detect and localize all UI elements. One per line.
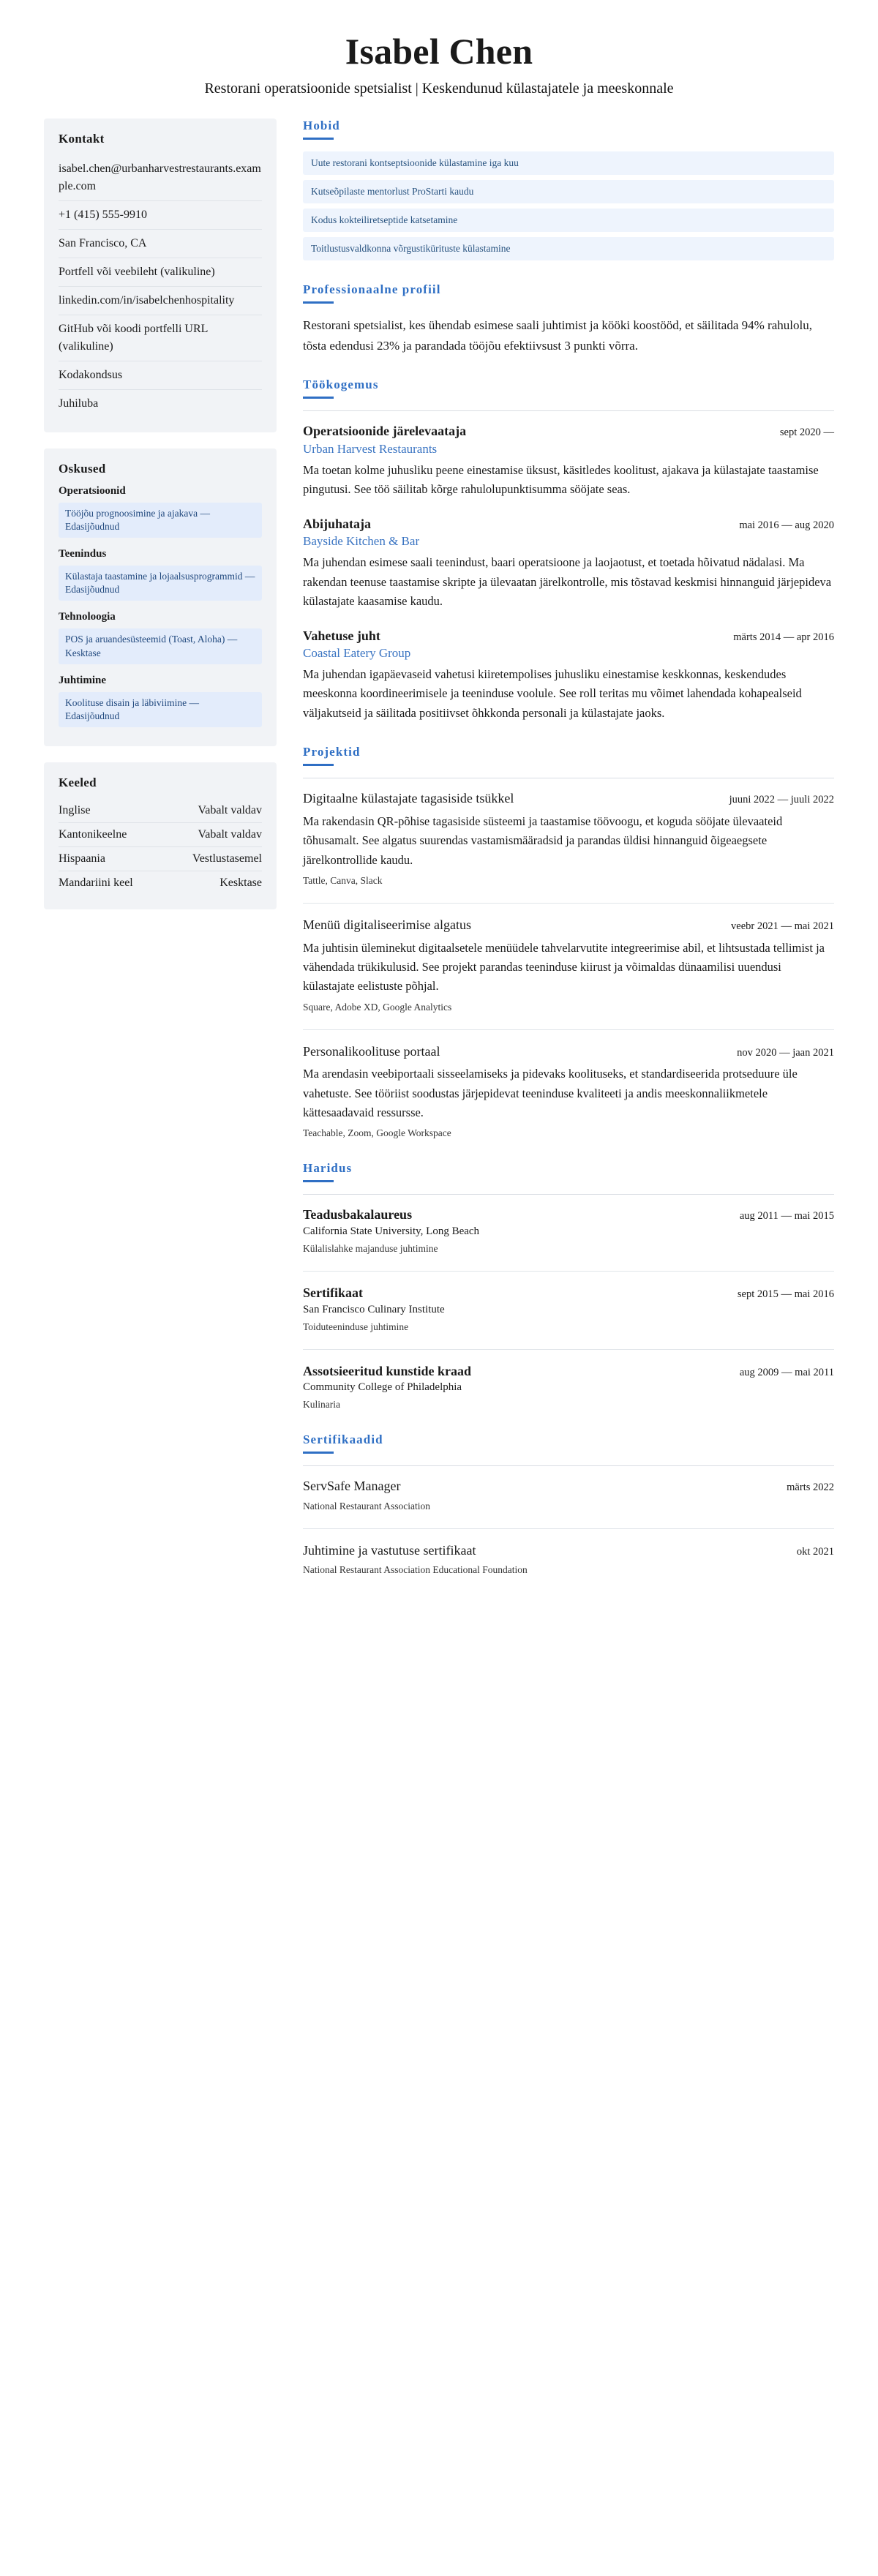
entry-title: Juhtimine ja vastutuse sertifikaat [303, 1542, 476, 1558]
skill-group-technology [59, 611, 262, 664]
entry-date: veebr 2021 — mai 2021 [731, 920, 834, 932]
language-level: Vestlustasemel [192, 852, 262, 865]
entry-organization: California State University, Long Beach [303, 1225, 480, 1238]
hobby-item: Toitlustusvaldkonna võrgustikürituste külastamine [303, 237, 834, 260]
entry-date: nov 2020 — jaan 2021 [737, 1046, 834, 1059]
entry-organization: National Restaurant Association [303, 1500, 430, 1512]
entry-organization: Urban Harvest Restaurants [303, 442, 438, 456]
certification-item [303, 1542, 834, 1577]
entry-title: Abijuhataja [303, 516, 372, 531]
section-title: Töökogemus [303, 378, 379, 392]
entry-title: Personalikoolituse portaal [303, 1043, 440, 1059]
section-rule [303, 1180, 334, 1182]
skills-card [44, 448, 277, 747]
contact-list [59, 155, 262, 418]
page-title: Isabel Chen [345, 31, 533, 72]
entry-organization: Coastal Eatery Group [303, 646, 411, 661]
resume-columns [44, 119, 834, 1599]
entry-header [303, 917, 834, 934]
education-item [303, 1206, 834, 1255]
contact-github[interactable]: GitHub või koodi portfelli URL (valikuline) [59, 315, 262, 361]
entry-date: aug 2009 — mai 2011 [739, 1366, 834, 1378]
skill-group-service [59, 548, 262, 601]
section-hobbies [303, 119, 834, 261]
skill-group-label: Operatsioonid [59, 484, 126, 497]
entry-title: Assotsieeritud kunstide kraad [303, 1363, 472, 1378]
skill-group-label: Teenindus [59, 547, 107, 560]
entry-header [303, 1043, 834, 1061]
entry-date: sept 2020 — [779, 427, 834, 439]
entry-date: märts 2022 [787, 1482, 834, 1494]
divider [303, 1465, 834, 1466]
language-name: Kantonikeelne [59, 828, 127, 841]
entry-date: märts 2014 — apr 2016 [733, 631, 834, 643]
languages-title: Keeled [59, 776, 97, 790]
certification-item [303, 1478, 834, 1512]
contact-linkedin[interactable]: linkedin.com/in/isabelchenhospitality [59, 287, 262, 315]
section-title: Professionaalne profiil [303, 282, 441, 297]
skills-title: Oskused [59, 461, 106, 476]
sidebar [44, 119, 277, 926]
entry-organization: Community College of Philadelphia [303, 1381, 462, 1394]
hobby-item: Kodus kokteiliretseptide katsetamine [303, 209, 834, 232]
experience-item [303, 628, 834, 724]
contact-card [44, 119, 277, 432]
language-name: Mandariini keel [59, 876, 133, 890]
language-level: Kesktase [220, 876, 262, 890]
skill-pill: POS ja aruandesüsteemid (Toast, Aloha) — Kesktase [59, 628, 262, 664]
divider [303, 410, 834, 411]
entry-title: Digitaalne külastajate tagasiside tsükkel [303, 791, 514, 806]
entry-date: juuni 2022 — juuli 2022 [729, 794, 834, 806]
contact-driving-licence: Juhiluba [59, 397, 99, 410]
entry-field: Külalislahke majanduse juhtimine [303, 1243, 438, 1255]
language-name: Hispaania [59, 852, 105, 865]
entry-header [303, 1478, 834, 1495]
hobby-item: Kutseõpilaste mentorlust ProStarti kaudu [303, 180, 834, 203]
entry-organization: National Restaurant Association Educational Foundation [303, 1564, 528, 1576]
language-name: Inglise [59, 804, 91, 817]
divider [303, 1349, 834, 1350]
hobby-list [303, 151, 834, 261]
entry-title: ServSafe Manager [303, 1479, 401, 1494]
entry-field: Kulinaria [303, 1399, 340, 1411]
language-level: Vabalt valdav [198, 828, 262, 841]
resume-header [44, 32, 834, 99]
skill-pill: Tööjõu prognoosimine ja ajakava — Edasijõudnud [59, 503, 262, 538]
language-level: Vabalt valdav [198, 804, 262, 817]
contact-phone[interactable]: +1 (415) 555-9910 [59, 201, 262, 230]
entry-description: Ma toetan kolme juhusliku peene einestamise üksust, käsitledes koolitust, ajakava ja külastajate taastamise pingutusi. See töö säilitab kõrge rahulolupunktisumma sööjate seas. [303, 463, 819, 497]
entry-date: aug 2011 — mai 2015 [739, 1210, 834, 1223]
contact-portfolio[interactable]: Portfell või veebileht (valikuline) [59, 258, 262, 287]
contact-location: San Francisco, CA [59, 230, 262, 258]
entry-organization: San Francisco Culinary Institute [303, 1303, 445, 1315]
header-tagline: Restorani operatsioonide spetsialist | Keskendunud külastajatele ja meeskonnale [204, 80, 674, 97]
entry-tools: Square, Adobe XD, Google Analytics [303, 1001, 452, 1013]
skill-group-label: Tehnoloogia [59, 611, 116, 623]
entry-title: Menüü digitaliseerimise algatus [303, 917, 471, 932]
project-item [303, 917, 834, 1013]
section-education [303, 1161, 834, 1411]
section-title: Projektid [303, 745, 361, 759]
entry-tools: Teachable, Zoom, Google Workspace [303, 1127, 451, 1139]
entry-organization: Bayside Kitchen & Bar [303, 534, 420, 549]
entry-date: okt 2021 [796, 1545, 834, 1558]
entry-date: mai 2016 — aug 2020 [739, 519, 834, 531]
entry-title: Operatsioonide järelevaataja [303, 424, 467, 439]
entry-header [303, 516, 834, 533]
entry-description: Ma juhendan igapäevaseid vahetusi kiiretempolises juhusliku einestamise keskkonnas, keskendudes meeskonna koordineerimisele ja teeninduse voolule. See roll teritas mu võimet lahendada kohapealseid väljakutseid ja säilitada positiivset õhkkonda personali ja külastajate jaoks. [303, 667, 802, 720]
section-projects [303, 745, 834, 1139]
entry-description: Ma arendasin veebiportaali sisseelamiseks ja pidevaks koolituseks, et standardiseerida protseduure üle vahetuste. See tööriist soodustas järjepidevat teeninduse kvaliteeti ja andis meeskonnaliikmetele kättesaadavaid ressursse. [303, 1067, 798, 1120]
contact-title: Kontakt [59, 131, 105, 146]
language-row [59, 823, 262, 847]
language-row [59, 871, 262, 895]
language-row [59, 799, 262, 823]
contact-email[interactable]: isabel.chen@urbanharvestrestaurants.example.com [59, 155, 262, 201]
entry-header [303, 628, 834, 645]
entry-field: Toiduteeninduse juhtimine [303, 1321, 409, 1332]
entry-header [303, 1363, 834, 1381]
entry-header [303, 1206, 834, 1224]
skill-pill: Koolituse disain ja läbiviimine — Edasijõudnud [59, 692, 262, 727]
divider [303, 903, 834, 904]
education-item [303, 1363, 834, 1411]
divider [303, 1029, 834, 1030]
section-rule [303, 301, 334, 304]
section-rule [303, 1452, 334, 1454]
entry-description: Ma juhendan esimese saali teenindust, baari operatsioone ja laojaotust, et toetada hõivatud nädalasi. Ma rakendan teenuse taastamise skripte ja ülevaatan järelkontrolle, mis tõstavad keskmisi hinnanguid järjepideva külastajate kaasamise kaudu. [303, 555, 832, 609]
profile-text: Restorani spetsialist, kes ühendab esimese saali juhtimist ja kööki koostööd, et säilitada 94% rahulolu, tõsta edendusi 23% ja parandada tööjõu efektiivsust 3 punkti võrra. [303, 318, 812, 353]
contact-citizenship: Kodakondsus [59, 361, 262, 390]
entry-description: Ma juhtisin üleminekut digitaalsetele menüüdele tahvelarvutite integreerimise abil, et lihtsustada tellimist ja vähendada trükikulusid. See projekt parandas teeninduse kiirust ja võimaldas dünaamilisi uuendusi külastajate eelistuste põhjal. [303, 940, 825, 994]
entry-description: Ma rakendasin QR-põhise tagasiside süsteemi ja taastamise töövoogu, et koguda sööjate ülevaateid tõhusamalt. See algatus suurendas vastamismääradsid ja parandas üldisi hinnanguid õigeaegsete järelkontrollide kaudu. [303, 814, 783, 867]
skill-group-leadership [59, 675, 262, 727]
education-item [303, 1285, 834, 1333]
entry-title: Sertifikaat [303, 1285, 363, 1301]
divider [303, 1271, 834, 1272]
entry-date: sept 2015 — mai 2016 [737, 1288, 834, 1301]
project-item [303, 1043, 834, 1140]
section-rule [303, 397, 334, 399]
entry-header [303, 423, 834, 440]
section-rule [303, 138, 334, 140]
entry-header [303, 1285, 834, 1302]
entry-header [303, 790, 834, 808]
entry-title: Teadusbakalaureus [303, 1207, 413, 1223]
project-item [303, 790, 834, 887]
divider [303, 1528, 834, 1529]
section-title: Haridus [303, 1161, 353, 1176]
experience-item [303, 423, 834, 499]
skill-group-operations [59, 485, 262, 538]
entry-tools: Tattle, Canva, Slack [303, 874, 383, 886]
skill-group-label: Juhtimine [59, 674, 107, 686]
main-content [296, 119, 834, 1599]
divider [303, 1194, 834, 1195]
skill-pill: Külastaja taastamine ja lojaalsusprogrammid — Edasijõudnud [59, 566, 262, 601]
entry-header [303, 1542, 834, 1560]
entry-title: Vahetuse juht [303, 628, 380, 643]
section-experience [303, 378, 834, 723]
section-profile [303, 282, 834, 356]
hobby-item: Uute restorani kontseptsioonide külastamine iga kuu [303, 151, 834, 175]
languages-card [44, 762, 277, 909]
language-row [59, 847, 262, 871]
experience-item [303, 516, 834, 612]
section-title: Hobid [303, 118, 340, 132]
section-title: Sertifikaadid [303, 1432, 383, 1447]
section-certifications [303, 1432, 834, 1576]
section-rule [303, 764, 334, 766]
